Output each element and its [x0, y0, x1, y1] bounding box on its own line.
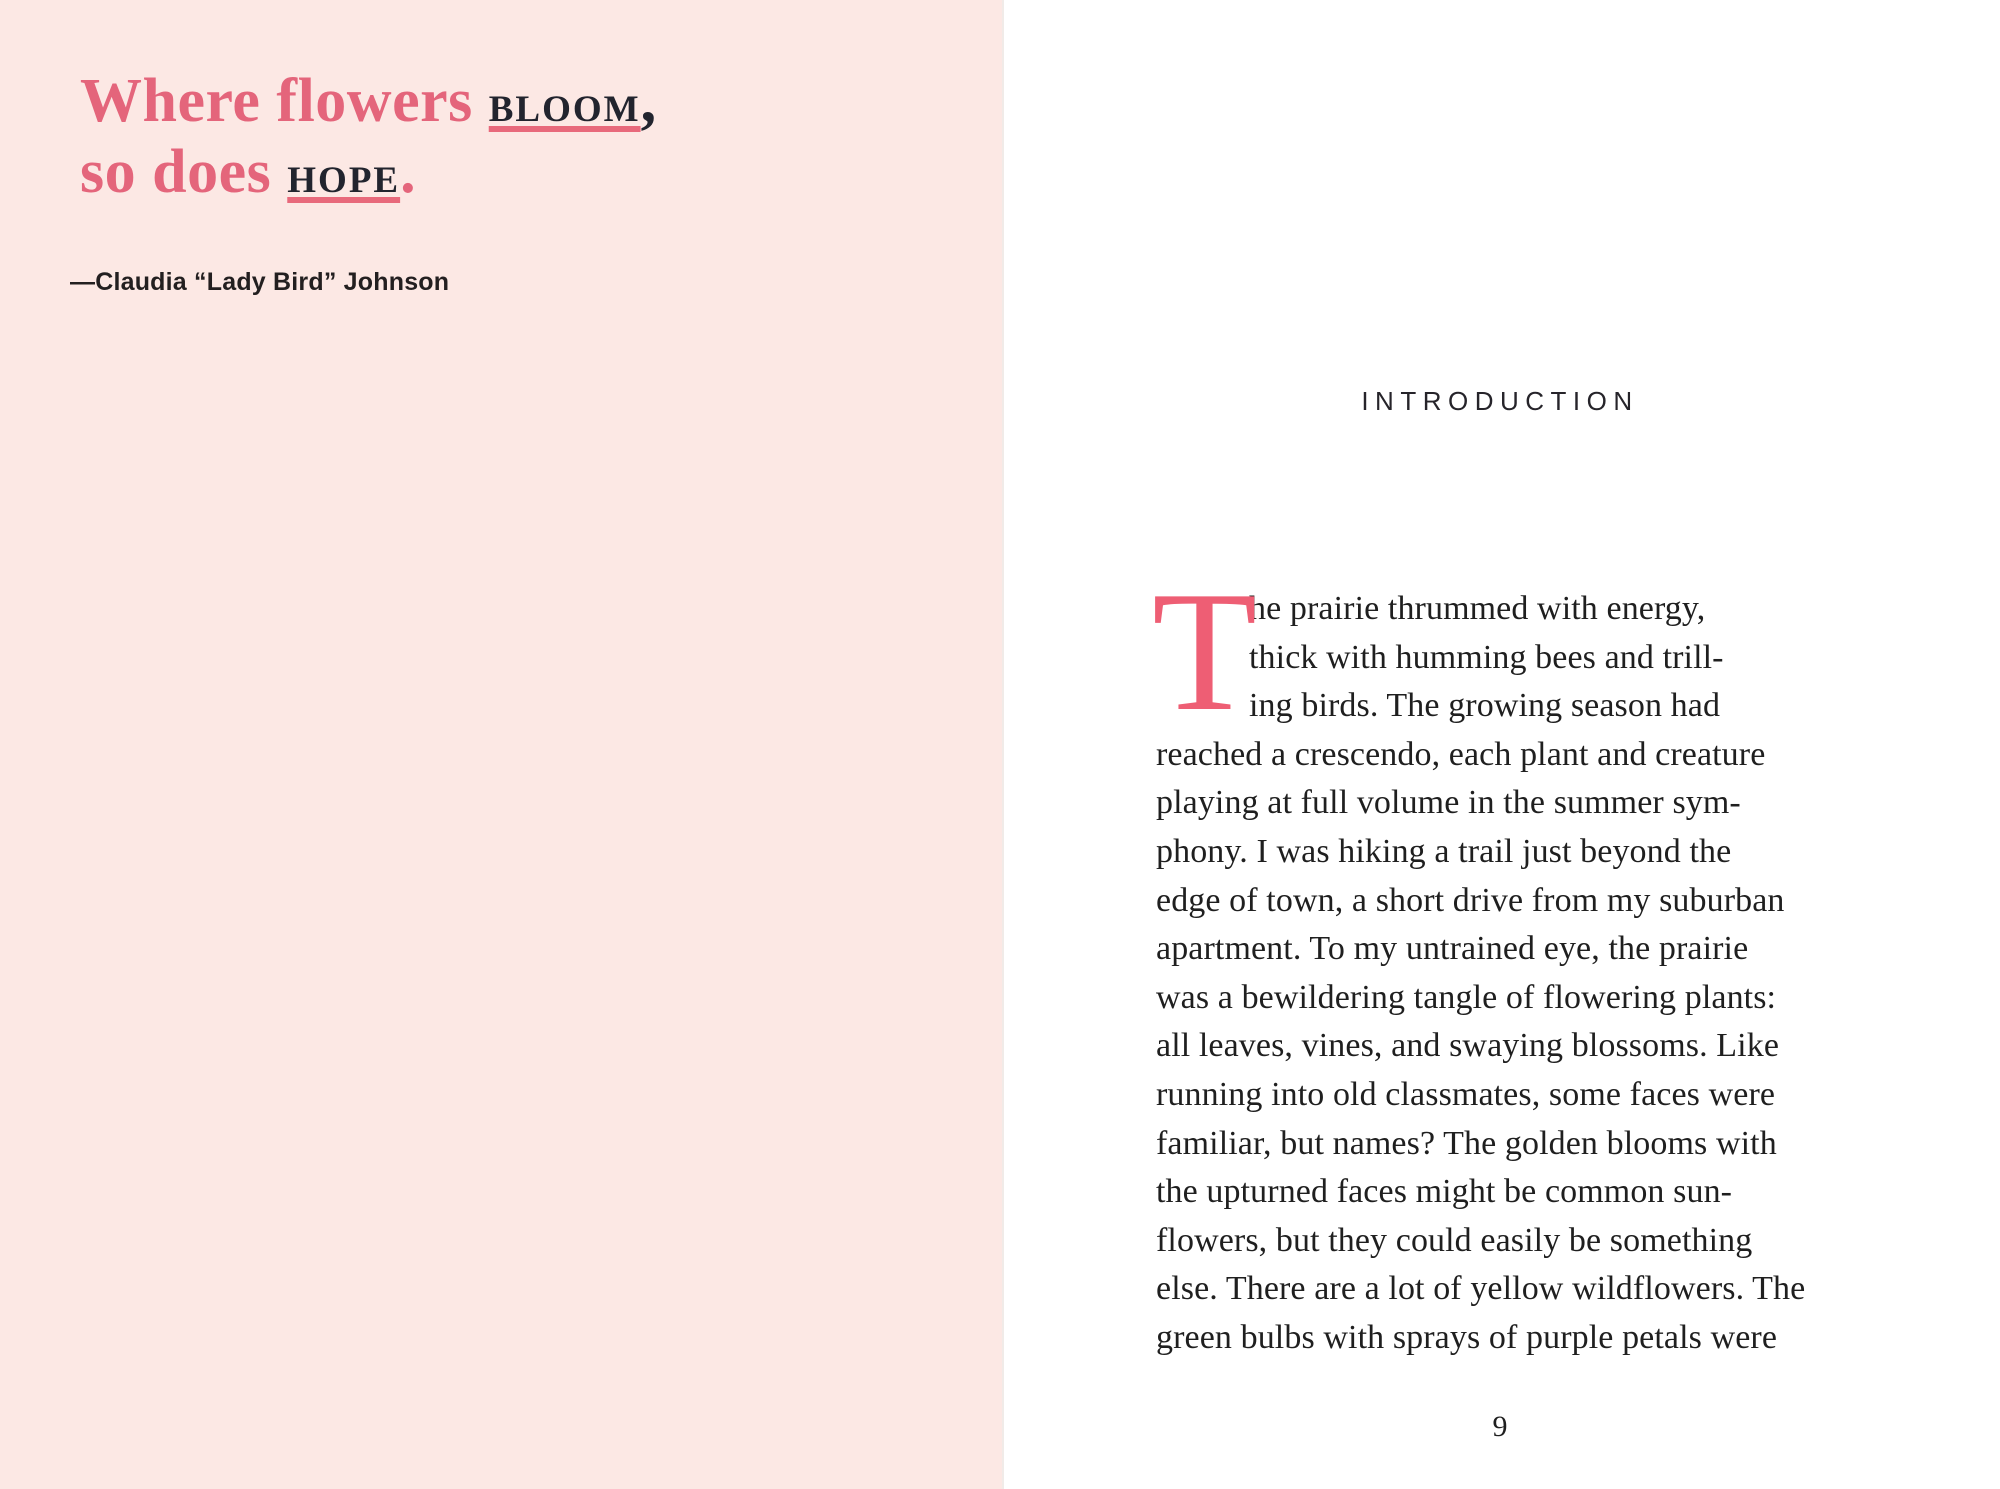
paragraph-line: edge of town, a short drive from my suburban — [1156, 881, 1785, 919]
quote-line-2 — [80, 138, 657, 212]
quote-line-1 — [80, 67, 657, 141]
paragraph-line: thick with humming bees and trill- — [1249, 638, 1724, 676]
quote-heading — [80, 67, 657, 212]
page-number: 9 — [1492, 1410, 1508, 1443]
paragraph-line: apartment. To my untrained eye, the prairie — [1156, 930, 1749, 968]
chapter-heading: INTRODUCTION — [1361, 386, 1639, 416]
paragraph-line: flowers, but they could easily be something — [1156, 1221, 1753, 1259]
right-page — [1002, 0, 2000, 1489]
quote-segment: HOPE — [287, 160, 401, 201]
body-paragraph — [1152, 557, 1856, 1363]
paragraph-line: running into old classmates, some faces were — [1156, 1075, 1776, 1113]
paragraph-line: was a bewildering tangle of flowering plants: — [1156, 978, 1777, 1016]
paragraph-line: ing birds. The growing season had — [1249, 687, 1721, 725]
paragraph-line: he prairie thrummed with energy, — [1249, 590, 1706, 627]
quote-segment: , — [640, 67, 657, 135]
quote-attribution: —Claudia “Lady Bird” Johnson — [70, 268, 450, 296]
paragraph-line: the upturned faces might be common sun- — [1156, 1173, 1733, 1211]
paragraph-line: reached a crescendo, each plant and creature — [1156, 735, 1766, 773]
paragraph-line: green bulbs with sprays of purple petals were — [1156, 1318, 1778, 1356]
paragraph-line: else. There are a lot of yellow wildflowers. The — [1156, 1270, 1806, 1308]
quote-segment: BLOOM — [488, 89, 641, 130]
paragraph-line: phony. I was hiking a trail just beyond the — [1156, 832, 1732, 870]
quote-segment: . — [400, 138, 417, 206]
paragraph-line: all leaves, vines, and swaying blossoms. Like — [1156, 1027, 1780, 1065]
paragraph-line: familiar, but names? The golden blooms with — [1156, 1124, 1777, 1162]
drop-cap: T — [1152, 557, 1258, 747]
paragraph-lines — [1156, 585, 1856, 1363]
paragraph-line: playing at full volume in the summer sym- — [1156, 784, 1741, 822]
quote-segment: Where flowers — [80, 67, 489, 135]
quote-segment: so does — [80, 138, 288, 206]
